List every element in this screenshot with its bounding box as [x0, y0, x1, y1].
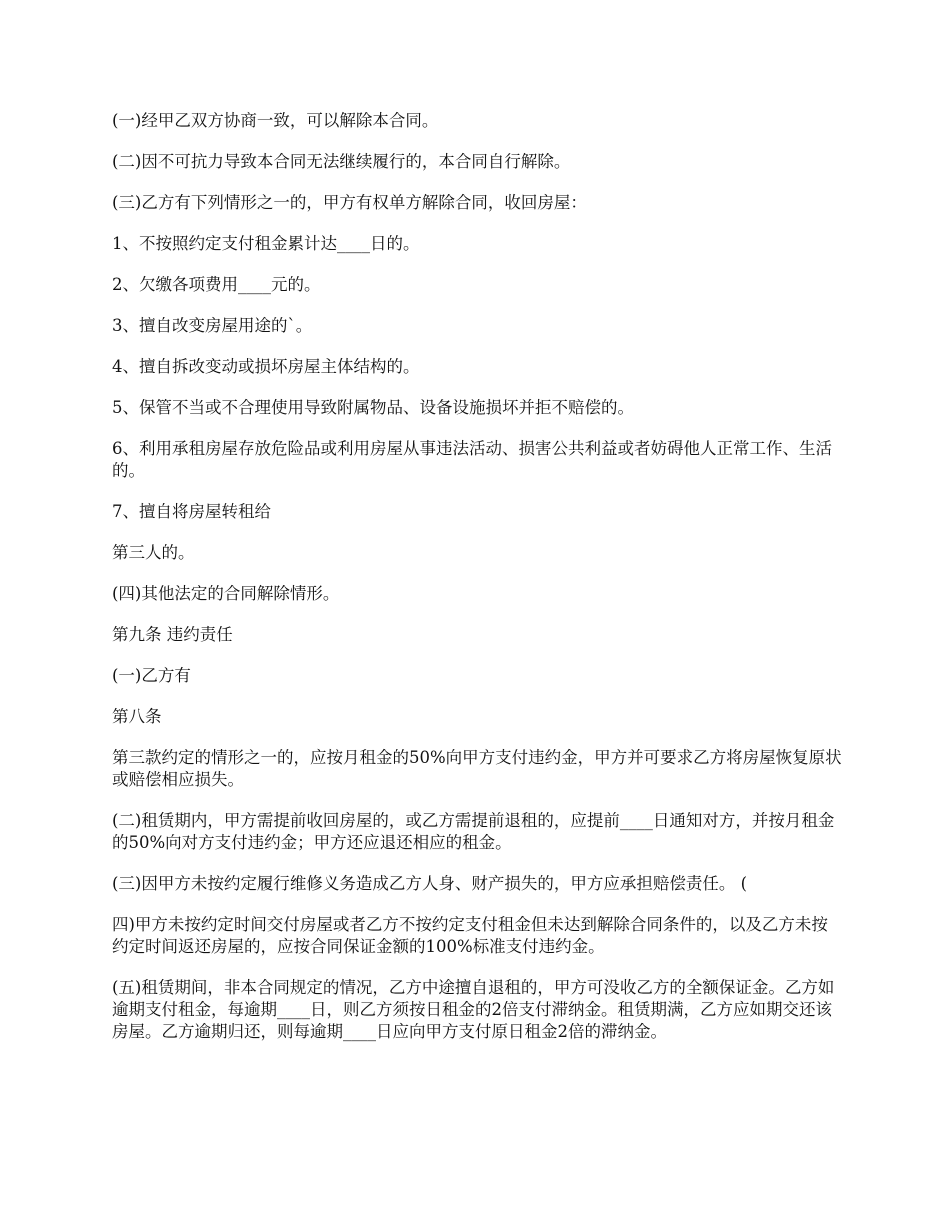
paragraph-4: 1、不按照约定支付租金累计达____日的。 — [112, 234, 420, 253]
paragraph-8: 5、保管不当或不合理使用导致附属物品、设备设施损坏并拒不赔偿的。 — [112, 398, 634, 417]
section-heading-article-9: 第九条 违约责任 — [112, 625, 233, 644]
paragraph-12: (四)其他法定的合同解除情形。 — [112, 584, 340, 603]
paragraph-3: (三)乙方有下列情形之一的，甲方有权单方解除合同，收回房屋： — [112, 193, 587, 212]
paragraph-5: 2、欠缴各项费用____元的。 — [112, 275, 321, 294]
paragraph-10: 7、擅自将房屋转租给 — [112, 502, 271, 521]
paragraph-15: 第八条 — [112, 707, 162, 726]
paragraph-6: 3、擅自改变房屋用途的`。 — [112, 316, 313, 335]
paragraph-19: 四)甲方未按约定时间交付房屋或者乙方不按约定支付租金但未达到解除合同条件的，以及乙方未按约定时间返还房屋的，应按合同保证金额的100%标准支付违约金。 — [112, 915, 828, 956]
paragraph-17: (二)租赁期内，甲方需提前收回房屋的，或乙方需提前退租的，应提前____日通知对方，并按月租金的50%向对方支付违约金；甲方还应退还相应的租金。 — [112, 811, 835, 852]
paragraph-1: (一)经甲乙双方协商一致，可以解除本合同。 — [112, 111, 439, 130]
paragraph-11: 第三人的。 — [112, 543, 195, 562]
paragraph-18: (三)因甲方未按约定履行维修义务造成乙方人身、财产损失的，甲方应承担赔偿责任。 ( — [112, 874, 748, 893]
paragraph-20: (五)租赁期间，非本合同规定的情况，乙方中途擅自退租的，甲方可没收乙方的全额保证金。乙方如逾期支付租金，每逾期____日，则乙方须按日租金的2倍支付滞纳金。租赁期满，乙方应如期交还该房屋。乙方逾期归还，则每逾期____日应向甲方支付原日租金2倍的滞纳金。 — [112, 978, 835, 1041]
paragraph-7: 4、擅自拆改变动或损坏房屋主体结构的。 — [112, 357, 420, 376]
paragraph-9: 6、利用承租房屋存放危险品或利用房屋从事违法活动、损害公共利益或者妨碍他人正常工作、生活的。 — [112, 439, 832, 480]
paragraph-16: 第三款约定的情形之一的，应按月租金的50%向甲方支付违约金，甲方并可要求乙方将房屋恢复原状或赔偿相应损失。 — [112, 748, 842, 789]
document-body — [112, 110, 842, 1062]
paragraph-14: (一)乙方有 — [112, 666, 191, 685]
paragraph-2: (二)因不可抗力导致本合同无法继续履行的，本合同自行解除。 — [112, 152, 571, 171]
